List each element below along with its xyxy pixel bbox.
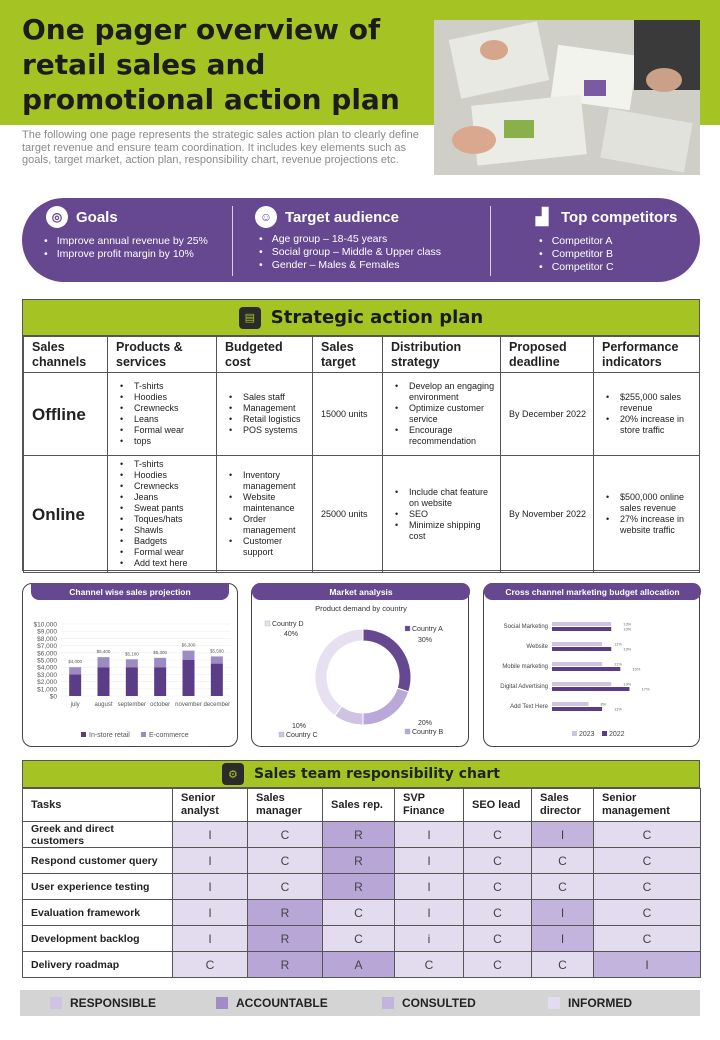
slice-name: Country A — [412, 626, 443, 633]
bullet-item: • T-shirts — [112, 459, 212, 470]
bullet-item: • Sales staff — [221, 392, 308, 403]
bullet-list — [112, 459, 212, 569]
y-tick-label: $10,000 — [33, 621, 57, 629]
raci-cell: I — [532, 926, 594, 952]
bar-2023 — [552, 622, 611, 626]
y-tick-label: $5,000 — [37, 657, 57, 665]
legend-label: INFORMED — [568, 996, 632, 1010]
data-label: $5,500 — [209, 648, 224, 654]
raci-cell: C — [594, 900, 701, 926]
y-tick-label: Mobile marketing — [502, 664, 548, 670]
table-row — [23, 874, 701, 900]
bullet-list — [387, 487, 496, 542]
bullet-item: • Optimize customer service — [387, 403, 496, 425]
bullet-item: • Include chat feature on website — [387, 487, 496, 509]
cost-cell — [217, 456, 313, 573]
plan-row-offline — [24, 373, 700, 456]
data-label: 8% — [600, 701, 607, 707]
legend-informed — [548, 996, 632, 1010]
x-tick-label: november — [175, 702, 202, 708]
legend-swatch — [572, 731, 577, 736]
data-label: $6,300 — [181, 642, 196, 648]
legend-label: E-commerce — [149, 732, 189, 739]
y-tick-label: $8,000 — [37, 635, 57, 643]
audience-section — [233, 198, 491, 282]
bullet-item: • $500,000 online sales revenue — [598, 492, 695, 514]
legend-responsible — [50, 996, 156, 1010]
pie-slice — [315, 629, 363, 716]
raci-cell: I — [173, 926, 248, 952]
column-header: SVP Finance — [395, 789, 464, 822]
column-header: Sales target — [313, 337, 383, 373]
bullet-item: • 20% increase in store traffic — [598, 414, 695, 436]
bullet-item: • Management — [221, 403, 308, 414]
raci-cell: I — [532, 822, 594, 848]
raci-cell: C — [532, 848, 594, 874]
sales-projection-chart — [23, 584, 239, 748]
bullet-item: • Hoodies — [112, 392, 212, 403]
raci-cell: C — [173, 952, 248, 978]
products-cell — [108, 456, 217, 573]
legend-swatch — [405, 626, 410, 631]
target-cell: 15000 units — [313, 373, 383, 456]
data-label: $4,000 — [68, 659, 83, 665]
bar-in-store — [126, 667, 138, 696]
bullet-item: • Customer support — [221, 536, 308, 558]
bullet-item: • T-shirts — [112, 381, 212, 392]
data-label: $5,300 — [153, 649, 168, 655]
table-row — [23, 900, 701, 926]
slice-name: Country C — [286, 732, 318, 739]
bullet-item: • Retail logistics — [221, 414, 308, 425]
responsibility-table — [22, 788, 701, 978]
bullet-list — [598, 492, 695, 536]
legend-label: 2022 — [609, 731, 625, 738]
raci-cell: C — [594, 874, 701, 900]
data-label: 13% — [623, 626, 632, 632]
legend-swatch — [50, 997, 62, 1009]
bar-e-commerce — [154, 658, 166, 667]
slice-name: Country D — [272, 621, 304, 628]
y-tick-label: $0 — [49, 693, 57, 701]
goal-item: • Improve annual revenue by 25% — [44, 235, 208, 248]
bullet-list — [387, 381, 496, 447]
raci-cell: C — [248, 874, 323, 900]
x-tick-label: october — [150, 702, 171, 708]
y-tick-label: Social Marketing — [503, 624, 548, 630]
goal-item: • Improve profit margin by 10% — [44, 248, 208, 261]
kpi-cell — [594, 456, 700, 573]
task-label: Respond customer query — [23, 848, 173, 874]
task-label: Development backlog — [23, 926, 173, 952]
bar-2023 — [552, 682, 611, 686]
audience-item: • Social group – Middle & Upper class — [259, 246, 441, 259]
data-label: 11% — [614, 641, 622, 647]
raci-cell: R — [248, 952, 323, 978]
bullet-item: • 27% increase in website traffic — [598, 514, 695, 536]
raci-cell: I — [173, 822, 248, 848]
slice-label: 20% — [418, 720, 433, 727]
x-tick-label: july — [70, 702, 80, 708]
goals-heading — [46, 206, 118, 228]
strategic-action-plan — [22, 299, 700, 571]
legend-accountable — [216, 996, 328, 1010]
raci-cell: C — [464, 900, 532, 926]
responsibility-title: Sales team responsibility chart — [253, 766, 501, 782]
raci-cell: C — [323, 926, 395, 952]
table-row — [23, 952, 701, 978]
bar-2023 — [552, 662, 602, 666]
bullet-item: • Sweat pants — [112, 503, 212, 514]
goals-list — [44, 235, 208, 261]
raci-cell: R — [248, 926, 323, 952]
legend-consulted — [382, 996, 476, 1010]
slice-name: Country B — [412, 729, 444, 736]
task-label: Evaluation framework — [23, 900, 173, 926]
pie-slice — [363, 688, 409, 725]
raci-cell: R — [323, 848, 395, 874]
column-header: Distribution strategy — [383, 337, 501, 373]
column-header: Tasks — [23, 789, 173, 822]
column-header: Senior management — [594, 789, 701, 822]
bullet-list — [112, 381, 212, 447]
table-row — [23, 848, 701, 874]
bullet-item: • Hoodies — [112, 470, 212, 481]
task-label: Greek and direct customers — [23, 822, 173, 848]
bar-e-commerce — [69, 667, 81, 674]
y-tick-label: $9,000 — [37, 628, 57, 636]
chart-subtitle: Product demand by country — [315, 604, 407, 613]
bullet-item: • Encourage recommendation — [387, 425, 496, 447]
audience-item: • Age group – 18-45 years — [259, 233, 441, 246]
bullet-item: • Crewnecks — [112, 481, 212, 492]
raci-cell: I — [173, 874, 248, 900]
bullet-item: • Minimize shipping cost — [387, 520, 496, 542]
competitor-item: • Competitor B — [539, 248, 614, 261]
legend-swatch — [216, 997, 228, 1009]
column-header: Sales manager — [248, 789, 323, 822]
bullet-item: • Crewnecks — [112, 403, 212, 414]
bar-e-commerce — [211, 656, 223, 663]
raci-cell: C — [594, 848, 701, 874]
people-icon: ☺ — [255, 206, 277, 228]
legend-swatch — [279, 732, 284, 737]
team-icon: ⚙ — [222, 763, 244, 785]
plan-header-row — [24, 337, 700, 373]
data-label: $5,400 — [96, 649, 111, 655]
raci-cell: I — [173, 900, 248, 926]
task-label: User experience testing — [23, 874, 173, 900]
raci-cell: C — [532, 874, 594, 900]
bullet-item: • Develop an engaging environment — [387, 381, 496, 403]
column-header: Senior analyst — [173, 789, 248, 822]
legend-label: CONSULTED — [402, 996, 476, 1010]
bullet-item: • Jeans — [112, 492, 212, 503]
target-cell: 25000 units — [313, 456, 383, 573]
legend-swatch — [405, 729, 410, 734]
raci-cell: I — [395, 822, 464, 848]
x-tick-label: december — [203, 702, 231, 708]
distribution-cell — [383, 373, 501, 456]
y-tick-label: $2,000 — [37, 679, 57, 687]
data-label: 11% — [614, 706, 622, 712]
bullet-item: • Formal wear — [112, 547, 212, 558]
raci-cell: C — [464, 874, 532, 900]
y-tick-label: Digital Advertising — [500, 684, 548, 690]
raci-cell: I — [395, 874, 464, 900]
raci-cell: C — [248, 848, 323, 874]
bullet-list — [598, 392, 695, 436]
column-header: Sales channels — [24, 337, 108, 373]
plan-title: Strategic action plan — [270, 307, 484, 328]
raci-cell: I — [395, 900, 464, 926]
goals-section — [22, 198, 232, 282]
raci-cell: C — [323, 900, 395, 926]
kpi-cell — [594, 373, 700, 456]
plan-table — [23, 336, 700, 573]
raci-cell: C — [464, 822, 532, 848]
raci-cell: R — [248, 900, 323, 926]
audience-item: • Gender – Males & Females — [259, 259, 441, 272]
pie-slice — [363, 629, 411, 692]
raci-cell: i — [395, 926, 464, 952]
bullet-item: • Website maintenance — [221, 492, 308, 514]
legend-label: ACCOUNTABLE — [236, 996, 328, 1010]
data-label: 13% — [623, 681, 632, 687]
bar-e-commerce — [183, 651, 195, 660]
card-title: Cross channel marketing budget allocation — [484, 583, 701, 600]
budget-allocation-chart — [484, 584, 701, 748]
table-row — [23, 822, 701, 848]
channel-label: Offline — [24, 373, 108, 456]
slice-label: 30% — [418, 637, 433, 644]
bar-in-store — [154, 667, 166, 696]
legend-swatch — [602, 731, 607, 736]
bullet-item: • SEO — [387, 509, 496, 520]
audience-heading — [255, 206, 399, 228]
bullet-item: • Add text here — [112, 558, 212, 569]
legend-label: 2023 — [579, 731, 595, 738]
bar-2023 — [552, 702, 588, 706]
bar-in-store — [98, 667, 110, 696]
bar-2022 — [552, 627, 611, 631]
bullet-list — [221, 392, 308, 436]
competitor-item: • Competitor C — [539, 261, 614, 274]
raci-cell: R — [323, 822, 395, 848]
bar-in-store — [183, 660, 195, 696]
bullet-item: • $255,000 sales revenue — [598, 392, 695, 414]
legend-label: In-store retail — [89, 732, 130, 739]
card-title: Channel wise sales projection — [31, 583, 229, 600]
distribution-cell — [383, 456, 501, 573]
legend-label: RESPONSIBLE — [70, 996, 157, 1010]
bullet-item: • Toques/hats — [112, 514, 212, 525]
x-tick-label: august — [94, 702, 113, 708]
audience-list — [259, 233, 441, 272]
market-analysis-card — [251, 583, 469, 747]
bar-2022 — [552, 687, 629, 691]
competitor-item: • Competitor A — [539, 235, 614, 248]
raci-cell: I — [173, 848, 248, 874]
bar-2022 — [552, 647, 611, 651]
raci-cell: A — [323, 952, 395, 978]
page-description: The following one page represents the strategic sales action plan to clearly define target revenue and ensure team coordination. It includes key elements such as goals, target market, action plan, responsibility chart, revenue projections etc. — [22, 129, 419, 166]
plan-heading — [23, 300, 699, 336]
raci-cell: C — [395, 952, 464, 978]
bar-2022 — [552, 667, 620, 671]
column-header: Sales rep. — [323, 789, 395, 822]
raci-cell: C — [464, 952, 532, 978]
slice-label: 10% — [292, 723, 307, 730]
column-header: Budgeted cost — [217, 337, 313, 373]
audience-title: Target audience — [285, 208, 399, 226]
y-tick-label: $6,000 — [37, 650, 57, 658]
table-row — [23, 926, 701, 952]
responsibility-header-row — [23, 789, 701, 822]
raci-cell: C — [532, 952, 594, 978]
bar-2023 — [552, 642, 602, 646]
raci-cell: I — [532, 900, 594, 926]
legend-swatch — [548, 997, 560, 1009]
page-title: One pager overview of retail sales and promotional action plan — [22, 13, 400, 116]
bar-e-commerce — [126, 659, 138, 667]
raci-cell: R — [323, 874, 395, 900]
y-tick-label: Website — [526, 644, 548, 650]
data-label: 13% — [623, 646, 632, 652]
bullet-item: • Leans — [112, 414, 212, 425]
raci-cell: I — [594, 952, 701, 978]
y-tick-label: Add Text Here — [510, 704, 548, 710]
cost-cell — [217, 373, 313, 456]
column-header: Sales director — [532, 789, 594, 822]
raci-cell: C — [248, 822, 323, 848]
overview-band — [22, 198, 700, 282]
bullet-item: • Inventory management — [221, 470, 308, 492]
data-label: 17% — [641, 686, 650, 692]
slice-label: 40% — [284, 631, 299, 638]
bar-2022 — [552, 707, 602, 711]
legend-swatch — [141, 732, 146, 737]
bullet-item: • Order management — [221, 514, 308, 536]
y-tick-label: $4,000 — [37, 664, 57, 672]
raci-cell: C — [464, 848, 532, 874]
competitors-list — [539, 235, 614, 274]
bullet-item: • Badgets — [112, 536, 212, 547]
bullet-item: • tops — [112, 436, 212, 447]
plan-row-online — [24, 456, 700, 573]
card-title: Market analysis — [252, 583, 470, 600]
legend-swatch — [265, 621, 270, 626]
competitors-title: Top competitors — [561, 208, 678, 226]
bullet-item: • Shawls — [112, 525, 212, 536]
y-tick-label: $3,000 — [37, 671, 57, 679]
products-cell — [108, 373, 217, 456]
raci-cell: I — [395, 848, 464, 874]
y-tick-label: $1,000 — [37, 686, 57, 694]
bullet-item: • POS systems — [221, 425, 308, 436]
bar-in-store — [69, 674, 81, 696]
bullet-list — [221, 470, 308, 558]
column-header: Products & services — [108, 337, 217, 373]
raci-cell: C — [594, 926, 701, 952]
budget-allocation-card — [483, 583, 700, 747]
podium-icon: ▟ — [535, 209, 549, 226]
raci-legend — [20, 990, 700, 1016]
legend-swatch — [382, 997, 394, 1009]
legend-swatch — [81, 732, 86, 737]
bar-in-store — [211, 664, 223, 696]
competitors-heading — [531, 206, 677, 228]
sales-projection-card — [22, 583, 238, 747]
header-photo — [434, 20, 700, 175]
deadline-cell: By November 2022 — [501, 456, 594, 573]
market-analysis-chart — [252, 584, 470, 748]
goals-title: Goals — [76, 208, 118, 226]
raci-cell: C — [594, 822, 701, 848]
task-label: Delivery roadmap — [23, 952, 173, 978]
data-label: $5,100 — [124, 651, 139, 657]
y-tick-label: $7,000 — [37, 643, 57, 651]
x-tick-label: september — [117, 702, 147, 708]
column-header: Proposed deadline — [501, 337, 594, 373]
data-label: 13% — [623, 621, 632, 627]
column-header: Performance indicators — [594, 337, 700, 373]
deadline-cell: By December 2022 — [501, 373, 594, 456]
plan-icon: ▤ — [239, 307, 261, 329]
raci-cell: C — [464, 926, 532, 952]
target-icon: ◎ — [46, 206, 68, 228]
competitors-section — [491, 198, 700, 282]
bullet-item: • Formal wear — [112, 425, 212, 436]
bar-e-commerce — [98, 657, 110, 667]
data-label: 15% — [632, 666, 641, 672]
channel-label: Online — [24, 456, 108, 573]
column-header: SEO lead — [464, 789, 532, 822]
data-label: 11% — [614, 661, 622, 667]
responsibility-heading — [22, 760, 700, 788]
